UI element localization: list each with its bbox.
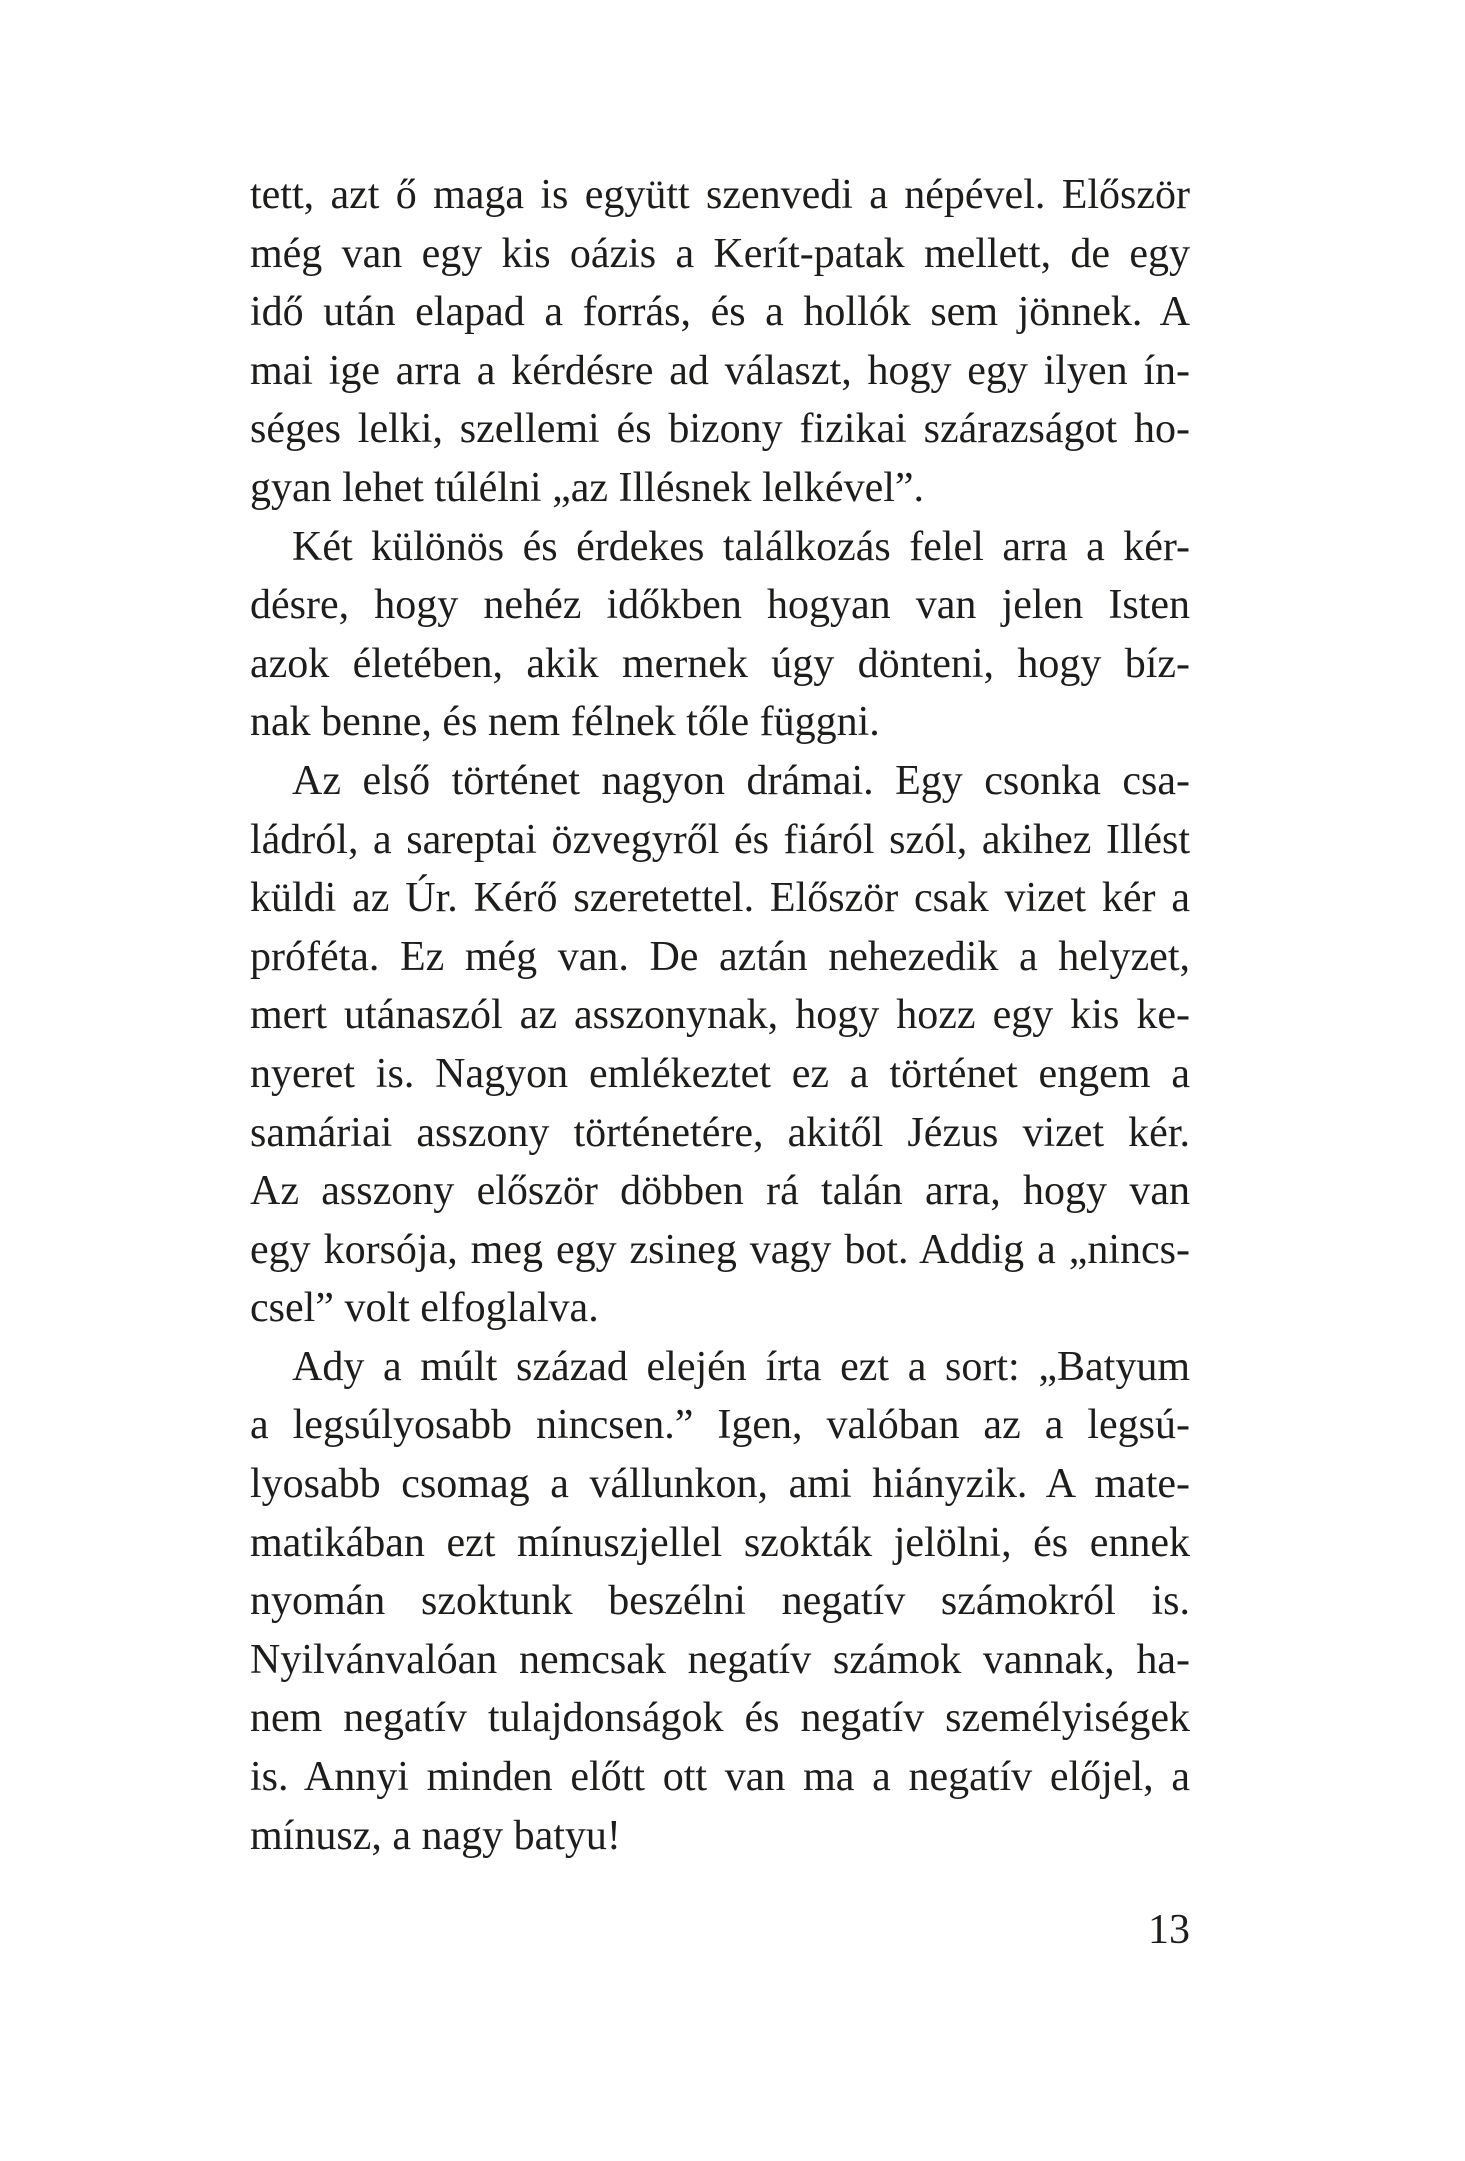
page-number: 13 bbox=[1148, 1907, 1190, 1953]
text-line: Az asszony először döbben rá talán arra, hogy van bbox=[250, 1168, 1190, 1215]
text-line: désre, hogy nehéz időkben hogyan van jelen Isten bbox=[250, 582, 1190, 629]
text-line: matikában ezt mínuszjellel szokták jelölni, és ennek bbox=[250, 1519, 1190, 1566]
text-line: azok életében, akik mernek úgy dönteni, hogy bíz- bbox=[250, 640, 1190, 687]
text-line: Az első történet nagyon drámai. Egy csonka csa- bbox=[292, 757, 1190, 804]
text-line: Két különös és érdekes találkozás felel arra a kér- bbox=[292, 523, 1190, 570]
text-line: séges lelki, szellemi és bizony fizikai szárazságot ho- bbox=[250, 406, 1190, 453]
text-line: Nyilvánvalóan nemcsak negatív számok vannak, ha- bbox=[250, 1636, 1190, 1683]
text-line: ládról, a sareptai özvegyről és fiáról szól, akihez Illést bbox=[250, 816, 1190, 863]
text-line: tett, azt ő maga is együtt szenvedi a népével. Először bbox=[250, 172, 1190, 218]
text-line: samáriai asszony történetére, akitől Jézus vizet kér. bbox=[250, 1109, 1190, 1156]
text-line: csel” volt elfoglalva. bbox=[250, 1285, 599, 1332]
text-line: Ady a múlt század elején írta ezt a sort: „Batyum bbox=[292, 1343, 1190, 1390]
text-line: nyeret is. Nagyon emlékeztet ez a történet engem a bbox=[250, 1050, 1190, 1097]
text-line: mert utánaszól az asszonynak, hogy hozz egy kis ke- bbox=[250, 992, 1190, 1039]
text-line: egy korsója, meg egy zsineg vagy bot. Addig a „nincs- bbox=[250, 1226, 1190, 1273]
text-line: gyan lehet túlélni „az Illésnek lelkével”. bbox=[250, 464, 925, 511]
text-line: még van egy kis oázis a Kerít-patak mellett, de egy bbox=[250, 230, 1190, 277]
page-text bbox=[250, 166, 1190, 1865]
text-line: próféta. Ez még van. De aztán nehezedik a helyzet, bbox=[250, 933, 1190, 980]
text-line: lyosabb csomag a vállunkon, ami hiányzik. A mate- bbox=[250, 1461, 1190, 1508]
text-line: mai ige arra a kérdésre ad választ, hogy egy ilyen ín- bbox=[250, 347, 1190, 394]
text-line: is. Annyi minden előtt ott van ma a negatív előjel, a bbox=[250, 1754, 1190, 1801]
text-line: idő után elapad a forrás, és a hollók sem jönnek. A bbox=[250, 289, 1190, 336]
text-line: nyomán szoktunk beszélni negatív számokról is. bbox=[250, 1578, 1190, 1625]
text-line: nem negatív tulajdonságok és negatív személyiségek bbox=[250, 1695, 1190, 1742]
text-line: mínusz, a nagy batyu! bbox=[250, 1812, 621, 1859]
text-line: küldi az Úr. Kérő szeretettel. Először csak vizet kér a bbox=[250, 875, 1190, 922]
text-line: nak benne, és nem félnek tőle függni. bbox=[250, 699, 880, 746]
text-line: a legsúlyosabb nincsen.” Igen, valóban az a legsú- bbox=[250, 1402, 1190, 1449]
